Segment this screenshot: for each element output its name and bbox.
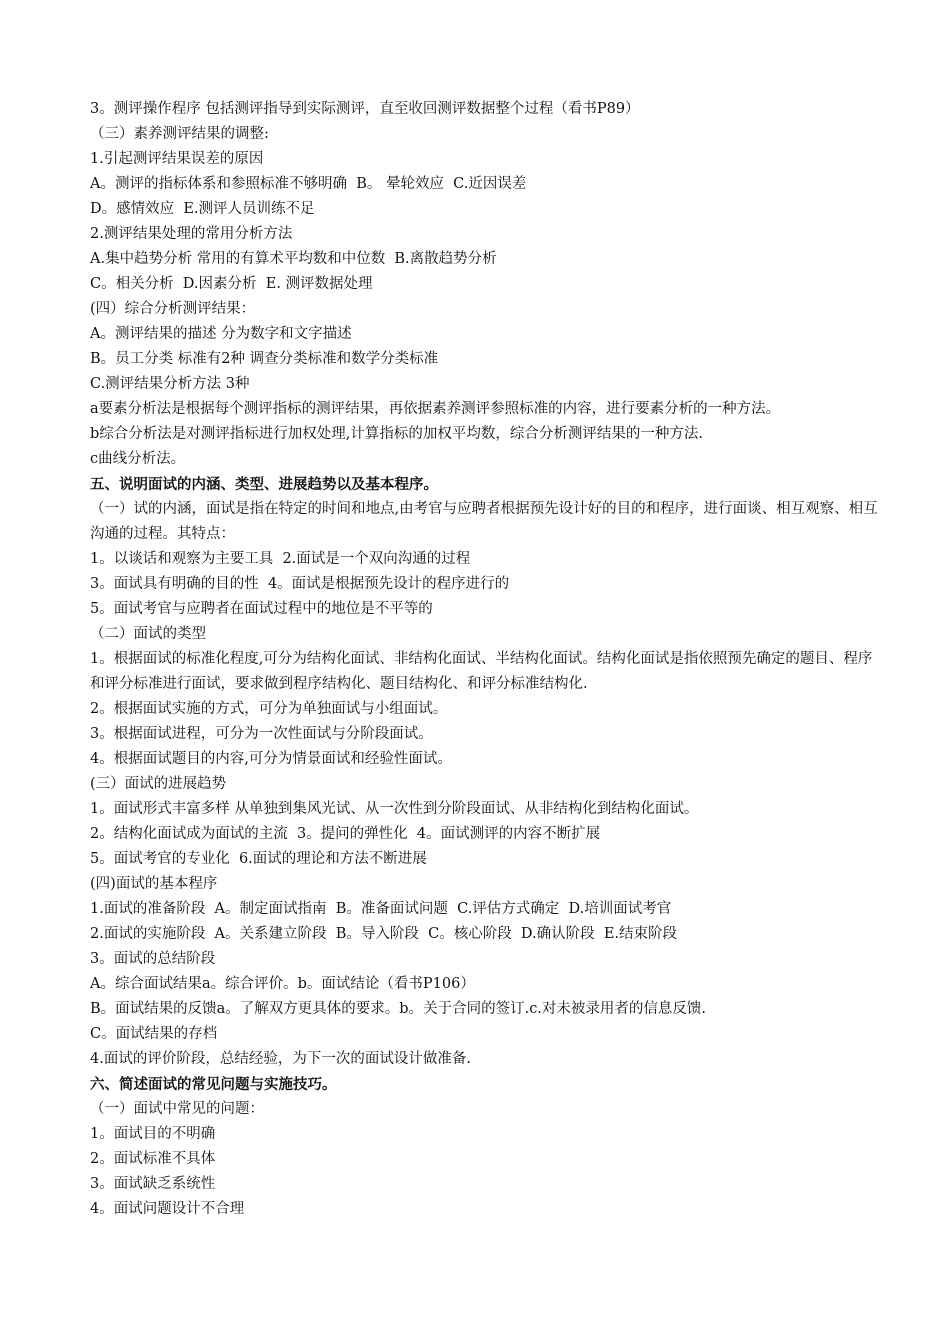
text-line: 3。根据面试进程，可分为一次性面试与分阶段面试。 <box>90 726 433 742</box>
document-page <box>90 97 880 1222</box>
text-line: （二）面试的类型 <box>90 626 206 642</box>
text-line: c曲线分析法。 <box>90 451 186 467</box>
text-line: 2.面试的实施阶段 A。关系建立阶段 B。导入阶段 C。核心阶段 D.确认阶段 E.结束阶段 <box>90 926 678 942</box>
text-line: B。员工分类 标准有2种 调查分类标准和数学分类标准 <box>90 351 439 367</box>
section-heading: 六、简述面试的常见问题与实施技巧。 <box>90 1076 337 1093</box>
text-line: a要素分析法是根据每个测评指标的测评结果，再依据素养测评参照标准的内容，进行要素分析的一种方法。 <box>90 401 781 417</box>
text-line: (四）综合分析测评结果： <box>90 301 256 317</box>
text-line: 4。面试问题设计不合理 <box>90 1201 245 1217</box>
text-line: 2。根据面试实施的方式，可分为单独面试与小组面试。 <box>90 701 448 717</box>
text-line: 2。面试标准不具体 <box>90 1151 216 1167</box>
text-line: 1。面试形式丰富多样 从单独到集风光试、从一次性到分阶段面试、从非结构化到结构化面试。 <box>90 801 699 817</box>
text-line: A。测评结果的描述 分为数字和文字描述 <box>90 326 352 342</box>
text-line: 3。测评操作程序 包括测评指导到实际测评，直至收回测评数据整个过程（看书P89） <box>90 101 640 117</box>
text-line: D。感情效应 E.测评人员训练不足 <box>90 201 315 217</box>
text-line: A。测评的指标体系和参照标准不够明确 B。 晕轮效应 C.近因误差 <box>90 176 527 192</box>
text-line: 3。面试的总结阶段 <box>90 951 216 967</box>
text-line: 3。面试具有明确的目的性 4。面试是根据预先设计的程序进行的 <box>90 576 510 592</box>
text-line: 5。面试考官与应聘者在面试过程中的地位是不平等的 <box>90 601 433 617</box>
text-line: 1.面试的准备阶段 A。制定面试指南 B。准备面试问题 C.评估方式确定 D.培训面试考官 <box>90 901 672 917</box>
section-heading: 五、说明面试的内涵、类型、进展趋势以及基本程序。 <box>90 476 438 493</box>
text-line: （一）面试中常见的问题： <box>90 1101 264 1117</box>
text-line: A。综合面试结果a。综合评价。b。面试结论（看书P106） <box>90 976 475 992</box>
text-line: 1.引起测评结果误差的原因 <box>90 151 264 167</box>
text-line: C。相关分析 D.因素分析 E. 测评数据处理 <box>90 276 373 292</box>
text-line: 1。以谈话和观察为主要工具 2.面试是一个双向沟通的过程 <box>90 551 471 567</box>
text-line: 2。结构化面试成为面试的主流 3。提问的弹性化 4。面试测评的内容不断扩展 <box>90 826 601 842</box>
text-line: 5。面试考官的专业化 6.面试的理论和方法不断进展 <box>90 851 427 867</box>
text-line: 3。面试缺乏系统性 <box>90 1176 216 1192</box>
text-line: B。面试结果的反馈a。了解双方更具体的要求。b。关于合同的签订.c.对未被录用者的信息反馈. <box>90 1001 707 1017</box>
text-line: 4。根据面试题目的内容,可分为情景面试和经验性面试。 <box>90 751 452 767</box>
text-line: (三）面试的进展趋势 <box>90 776 227 792</box>
text-line: 2.测评结果处理的常用分析方法 <box>90 226 293 242</box>
text-line: 4.面试的评价阶段，总结经验，为下一次的面试设计做准备. <box>90 1051 471 1067</box>
text-line: （三）素养测评结果的调整: <box>90 126 269 142</box>
text-line: b综合分析法是对测评指标进行加权处理,计算指标的加权平均数，综合分析测评结果的一种方法. <box>90 426 703 442</box>
text-line: （一）试的内涵，面试是指在特定的时间和地点,由考官与应聘者根据预先设计好的目的和程序，进行面谈、相互观察、相互沟通的过程。其特点： <box>90 501 878 542</box>
text-line: C。面试结果的存档 <box>90 1026 218 1042</box>
text-line: A.集中趋势分析 常用的有算术平均数和中位数 B.离散趋势分析 <box>90 251 497 267</box>
text-line: 1。面试目的不明确 <box>90 1126 216 1142</box>
text-line: C.测评结果分析方法 3种 <box>90 376 250 392</box>
text-line: 1。根据面试的标准化程度,可分为结构化面试、非结构化面试、半结构化面试。结构化面试是指依照预先确定的题目、程序和评分标准进行面试，要求做到程序结构化、题目结构化、和评分标准结构化. <box>90 651 873 692</box>
text-line: (四)面试的基本程序 <box>90 876 218 892</box>
